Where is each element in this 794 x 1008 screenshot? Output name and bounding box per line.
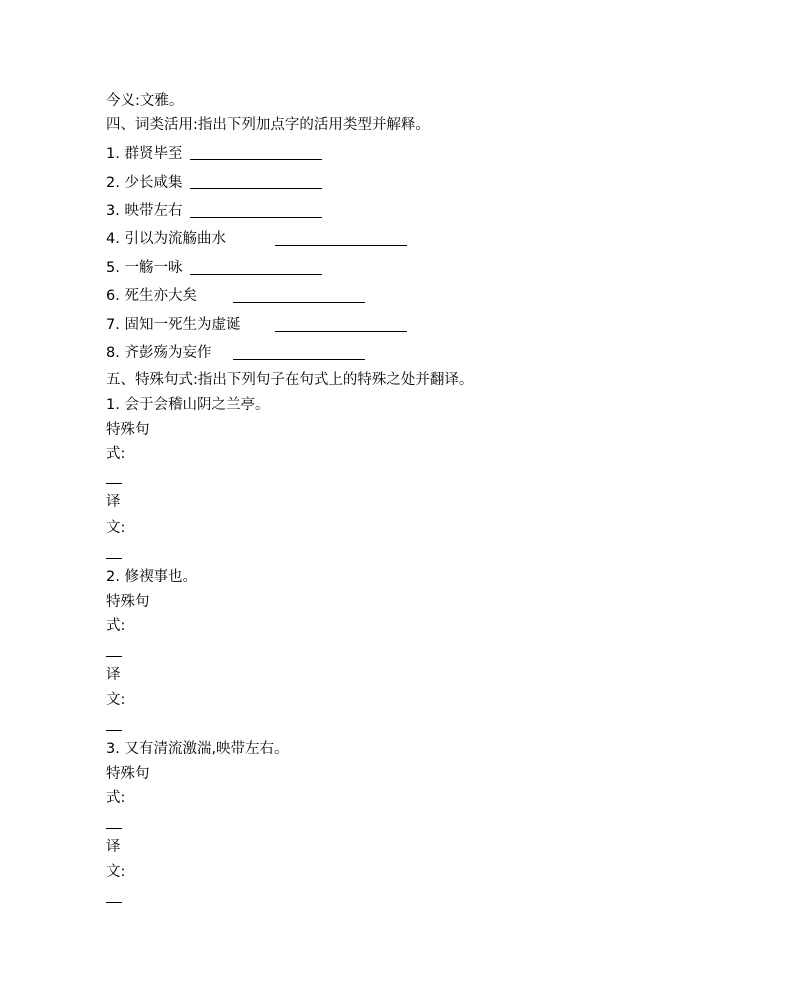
answer-blank[interactable]: [106, 557, 122, 559]
section4-item-3: [106, 202, 182, 220]
answer-blank[interactable]: [275, 330, 407, 332]
translation-label-cont: 文:: [106, 692, 126, 708]
translation-label: 译: [106, 839, 121, 855]
section4-item-6: [106, 287, 197, 305]
special-label: 特殊句: [106, 422, 150, 438]
section4-item-5: [106, 259, 182, 277]
special-label: 特殊句: [106, 766, 150, 782]
item-text: 6. 死生亦大矣: [106, 288, 197, 304]
item-text: 1. 群贤毕至: [106, 146, 183, 162]
section5-sentence-1: 1. 会于会稽山阴之兰亭。: [106, 397, 270, 413]
answer-blank[interactable]: [233, 301, 365, 303]
section4-item-7: [106, 316, 240, 334]
answer-blank[interactable]: [106, 655, 122, 657]
section4-item-2: [106, 174, 182, 192]
section4-item-8: [106, 344, 211, 362]
special-label: 特殊句: [106, 594, 150, 610]
translation-label: 译: [106, 667, 121, 683]
section5-sentence-2: 2. 修禊事也。: [106, 569, 197, 585]
special-label-cont: 式:: [106, 446, 126, 462]
answer-blank[interactable]: [275, 244, 407, 246]
meta-line: 今义:文雅。: [106, 93, 184, 109]
answer-blank[interactable]: [106, 482, 122, 484]
translation-label: 译: [106, 494, 121, 510]
answer-blank[interactable]: [106, 901, 122, 903]
translation-label-cont: 文:: [106, 520, 126, 536]
item-text: 3. 映带左右: [106, 203, 183, 219]
answer-blank[interactable]: [190, 187, 322, 189]
item-text: 8. 齐彭殇为妄作: [106, 345, 212, 361]
answer-blank[interactable]: [190, 216, 322, 218]
answer-blank[interactable]: [106, 729, 122, 731]
special-label-cont: 式:: [106, 790, 126, 806]
section5-heading: 五、特殊句式:指出下列句子在句式上的特殊之处并翻译。: [106, 372, 474, 388]
section4-heading: 四、词类活用:指出下列加点字的活用类型并解释。: [106, 117, 430, 133]
answer-blank[interactable]: [106, 827, 122, 829]
translation-label-cont: 文:: [106, 864, 126, 880]
item-text: 5. 一觞一咏: [106, 260, 183, 276]
special-label-cont: 式:: [106, 618, 126, 634]
section4-item-1: [106, 145, 182, 163]
section4-item-4: [106, 230, 226, 248]
answer-blank[interactable]: [190, 158, 322, 160]
item-text: 4. 引以为流觞曲水: [106, 231, 226, 247]
section5-sentence-3: 3. 又有清流激湍,映带左右。: [106, 741, 289, 757]
item-text: 2. 少长咸集: [106, 175, 183, 191]
answer-blank[interactable]: [233, 358, 365, 360]
answer-blank[interactable]: [190, 273, 322, 275]
item-text: 7. 固知一死生为虚诞: [106, 317, 241, 333]
